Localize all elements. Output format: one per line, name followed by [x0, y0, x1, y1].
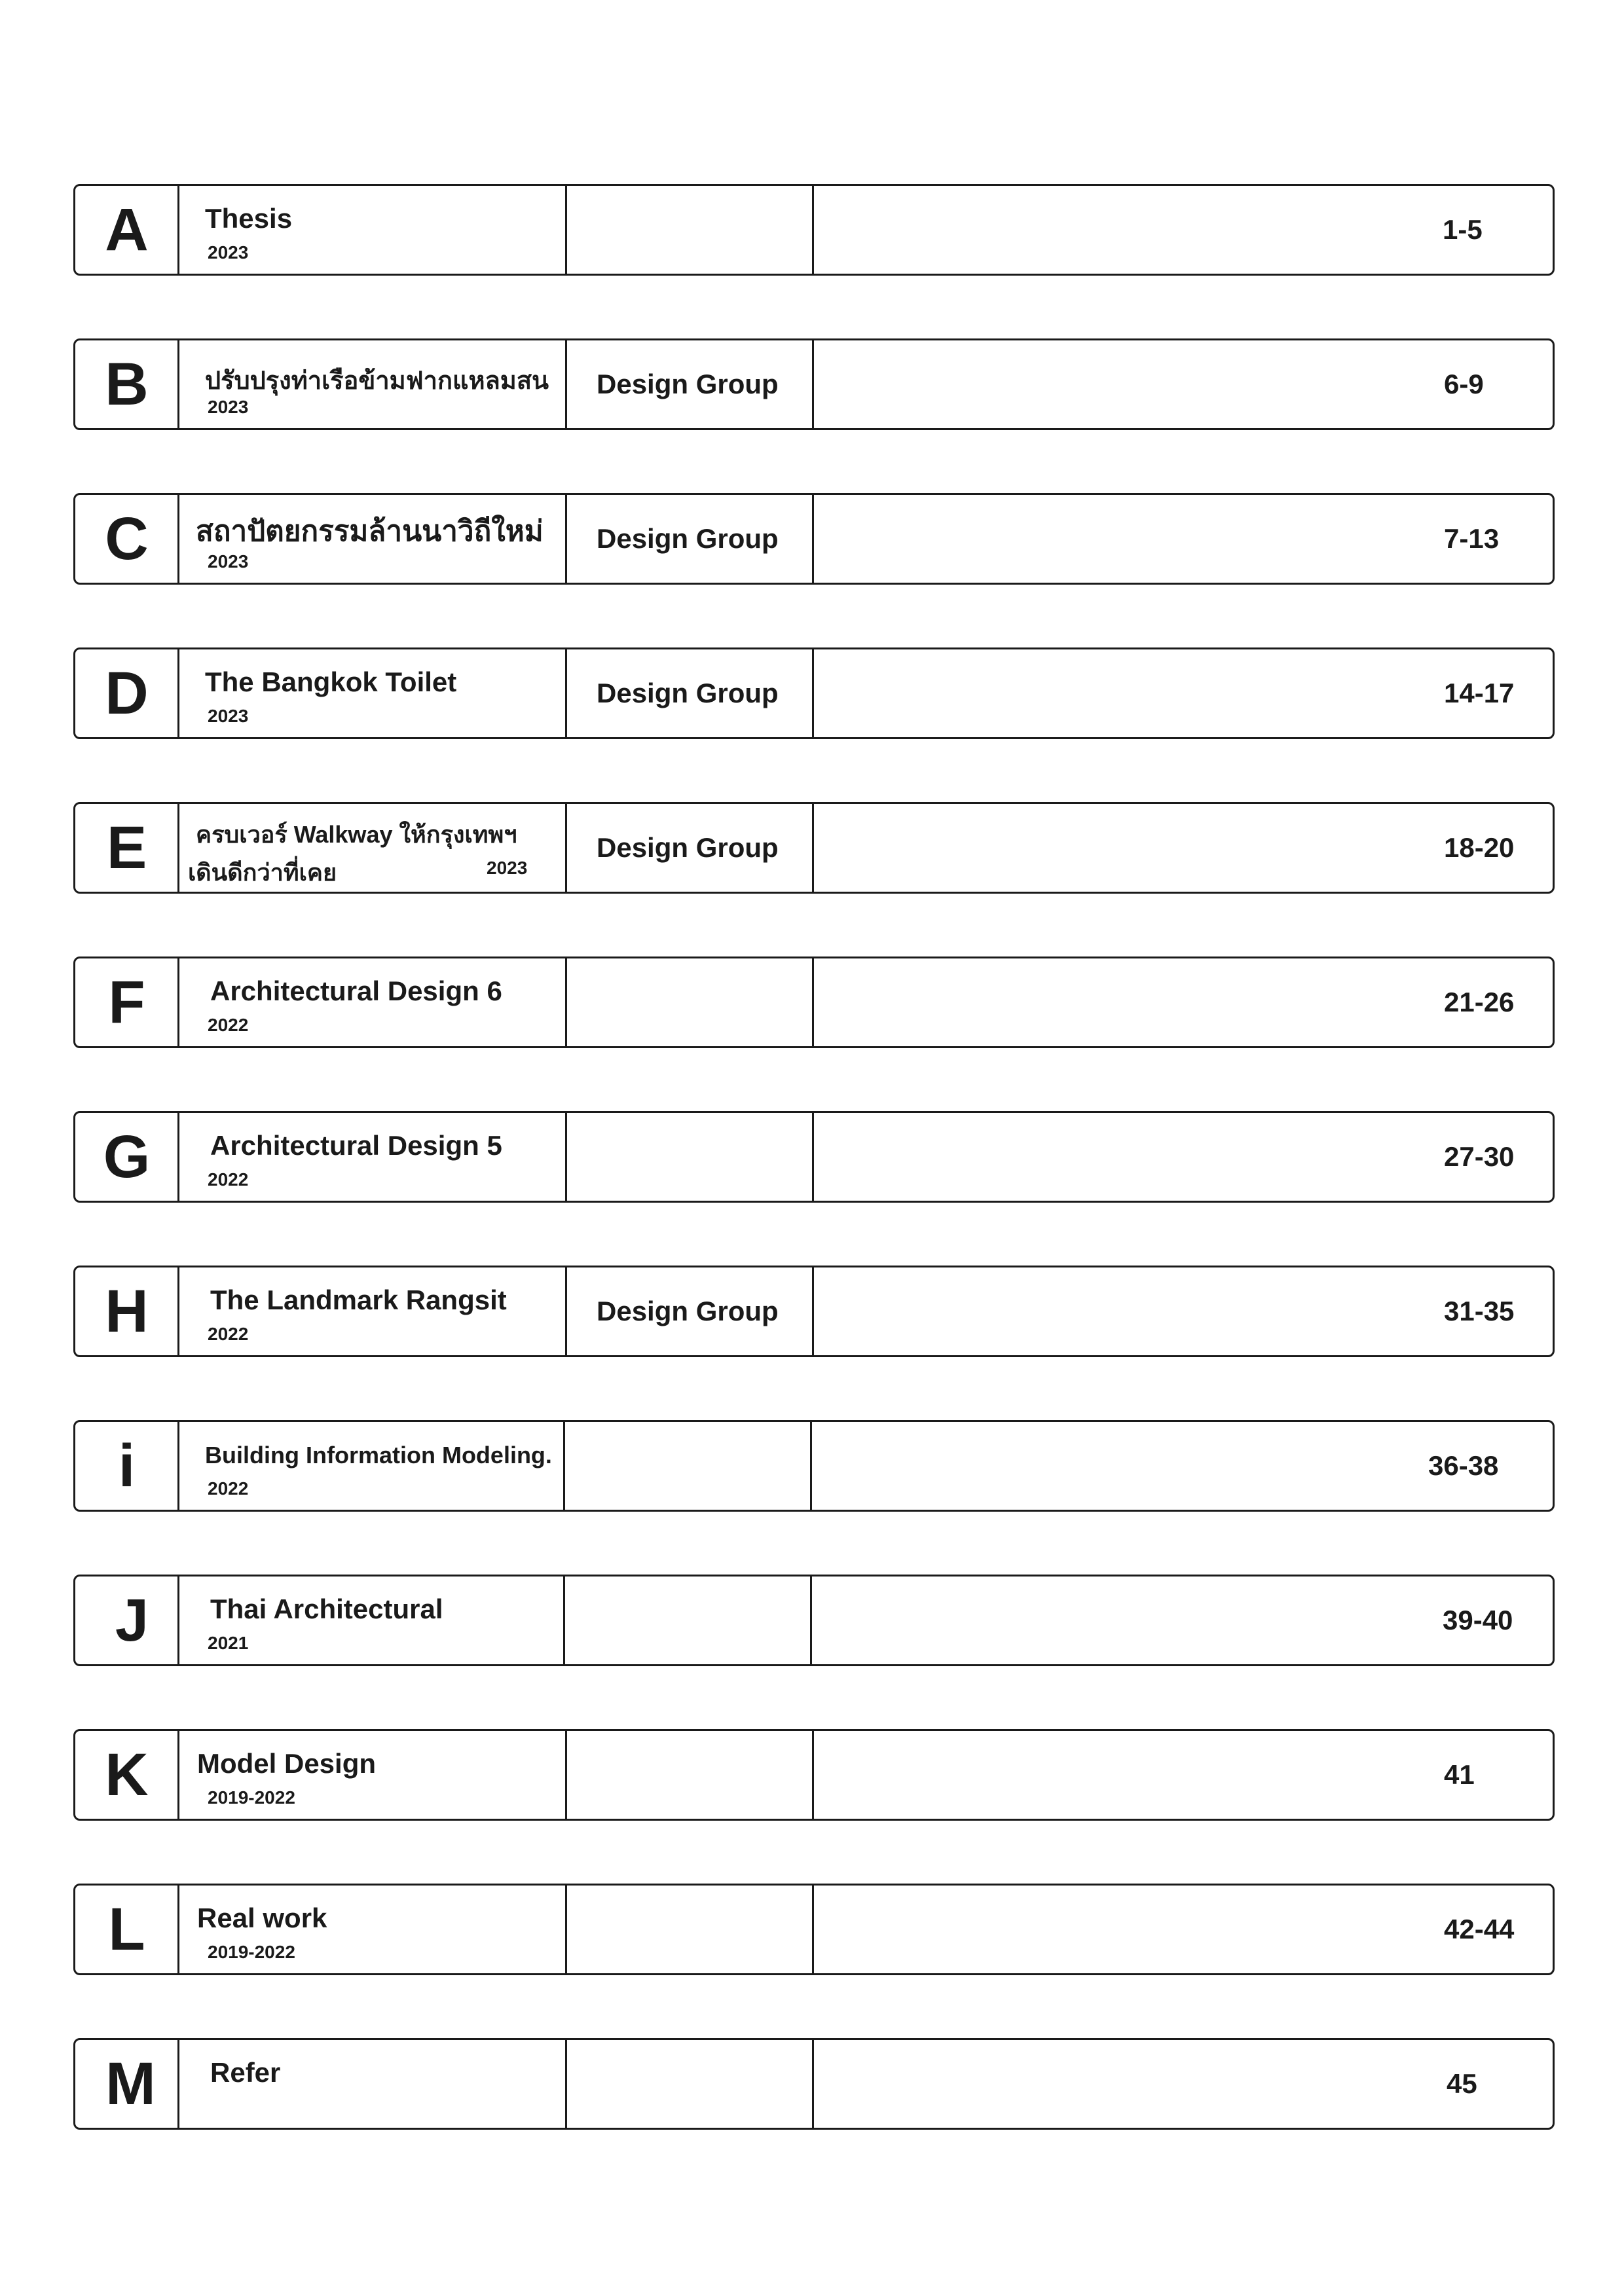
section-title: The Bangkok Toilet — [205, 666, 457, 697]
section-group: Design Group — [597, 523, 779, 554]
section-year: 2023 — [487, 858, 528, 878]
column-divider — [565, 1113, 567, 1201]
column-divider — [177, 1886, 179, 1973]
column-divider — [810, 1576, 812, 1664]
section-year: 2023 — [208, 706, 249, 726]
toc-row-e[interactable] — [73, 802, 1555, 894]
toc-row-c[interactable] — [73, 493, 1555, 585]
toc-row-j[interactable] — [73, 1575, 1555, 1666]
section-pages: 42-44 — [1444, 1914, 1515, 1944]
section-group: Design Group — [597, 369, 779, 399]
column-divider — [812, 1886, 814, 1973]
section-title: Architectural Design 6 — [210, 975, 502, 1006]
toc-row-f[interactable] — [73, 957, 1555, 1048]
section-letter: B — [105, 350, 148, 418]
toc-row-i[interactable] — [73, 1420, 1555, 1512]
section-pages: 7-13 — [1444, 523, 1500, 554]
section-title: The Landmark Rangsit — [210, 1285, 507, 1315]
column-divider — [563, 1576, 565, 1664]
section-letter: K — [105, 1741, 148, 1808]
section-pages: 1-5 — [1443, 214, 1483, 245]
section-group: Design Group — [597, 1296, 779, 1326]
column-divider — [177, 1267, 179, 1355]
column-divider — [810, 1422, 812, 1510]
column-divider — [812, 1267, 814, 1355]
section-year: 2022 — [208, 1324, 249, 1344]
column-divider — [177, 1113, 179, 1201]
column-divider — [177, 804, 179, 892]
section-pages: 14-17 — [1444, 678, 1515, 708]
column-divider — [565, 958, 567, 1046]
section-letter: C — [105, 505, 148, 572]
section-year: 2023 — [208, 551, 249, 572]
column-divider — [812, 186, 814, 274]
column-divider — [565, 2040, 567, 2128]
section-title-line-2: เดินดีกว่าที่เคย — [188, 859, 337, 886]
section-letter: A — [105, 196, 148, 263]
column-divider — [177, 495, 179, 583]
column-divider — [565, 1886, 567, 1973]
toc-row-h[interactable] — [73, 1266, 1555, 1357]
section-pages: 45 — [1447, 2068, 1477, 2099]
section-title: Real work — [197, 1903, 327, 1933]
toc-row-l[interactable] — [73, 1884, 1555, 1975]
column-divider — [565, 1267, 567, 1355]
column-divider — [812, 958, 814, 1046]
toc-row-k[interactable] — [73, 1729, 1555, 1821]
section-letter: G — [103, 1123, 150, 1190]
section-letter: E — [106, 814, 147, 881]
column-divider — [177, 649, 179, 737]
section-letter: D — [105, 659, 148, 727]
toc-row-m[interactable] — [73, 2038, 1555, 2130]
section-title: Building Information Modeling. — [205, 1442, 552, 1468]
section-title: Thesis — [205, 203, 293, 234]
section-group: Design Group — [597, 832, 779, 863]
section-letter: M — [105, 2050, 155, 2117]
column-divider — [812, 2040, 814, 2128]
section-pages: 6-9 — [1444, 369, 1484, 399]
column-divider — [565, 340, 567, 428]
section-year: 2022 — [208, 1169, 249, 1190]
column-divider — [812, 495, 814, 583]
column-divider — [565, 1731, 567, 1819]
section-letter: L — [108, 1895, 145, 1963]
column-divider — [563, 1422, 565, 1510]
section-year: 2019-2022 — [208, 1942, 295, 1962]
column-divider — [812, 649, 814, 737]
section-title: สถาปัตยกรรมล้านนาวิถีใหม่ — [196, 515, 544, 547]
column-divider — [177, 340, 179, 428]
section-year: 2022 — [208, 1478, 249, 1499]
section-title: ปรับปรุงท่าเรือข้ามฟากแหลมสน — [205, 367, 549, 395]
column-divider — [565, 804, 567, 892]
section-letter: i — [118, 1432, 135, 1499]
section-year: 2019-2022 — [208, 1787, 295, 1808]
section-pages: 31-35 — [1444, 1296, 1515, 1326]
section-pages: 41 — [1444, 1759, 1475, 1790]
section-year: 2023 — [208, 397, 249, 417]
section-title: Architectural Design 5 — [210, 1130, 502, 1161]
column-divider — [812, 804, 814, 892]
section-year: 2023 — [208, 242, 249, 263]
column-divider — [812, 1731, 814, 1819]
column-divider — [565, 495, 567, 583]
section-letter: H — [105, 1277, 148, 1345]
section-title: Model Design — [197, 1748, 377, 1779]
section-letter: F — [108, 968, 145, 1036]
column-divider — [177, 1422, 179, 1510]
toc-row-d[interactable] — [73, 647, 1555, 739]
column-divider — [177, 2040, 179, 2128]
section-title-line-1: ครบเวอร์ Walkway ให้กรุงเทพฯ — [196, 821, 517, 848]
column-divider — [565, 649, 567, 737]
section-group: Design Group — [597, 678, 779, 708]
column-divider — [565, 186, 567, 274]
section-title: Refer — [210, 2057, 281, 2088]
column-divider — [177, 958, 179, 1046]
section-year: 2021 — [208, 1633, 249, 1653]
toc-row-a[interactable] — [73, 184, 1555, 276]
column-divider — [177, 1576, 179, 1664]
section-pages: 39-40 — [1443, 1605, 1513, 1635]
column-divider — [812, 1113, 814, 1201]
section-letter: J — [115, 1586, 149, 1654]
section-title: Thai Architectural — [210, 1594, 443, 1624]
section-year: 2022 — [208, 1015, 249, 1035]
column-divider — [812, 340, 814, 428]
section-pages: 18-20 — [1444, 832, 1515, 863]
section-pages: 36-38 — [1428, 1450, 1499, 1481]
section-pages: 27-30 — [1444, 1141, 1515, 1172]
toc-row-b[interactable] — [73, 338, 1555, 430]
section-pages: 21-26 — [1444, 987, 1515, 1017]
toc-row-g[interactable] — [73, 1111, 1555, 1203]
column-divider — [177, 186, 179, 274]
column-divider — [177, 1731, 179, 1819]
